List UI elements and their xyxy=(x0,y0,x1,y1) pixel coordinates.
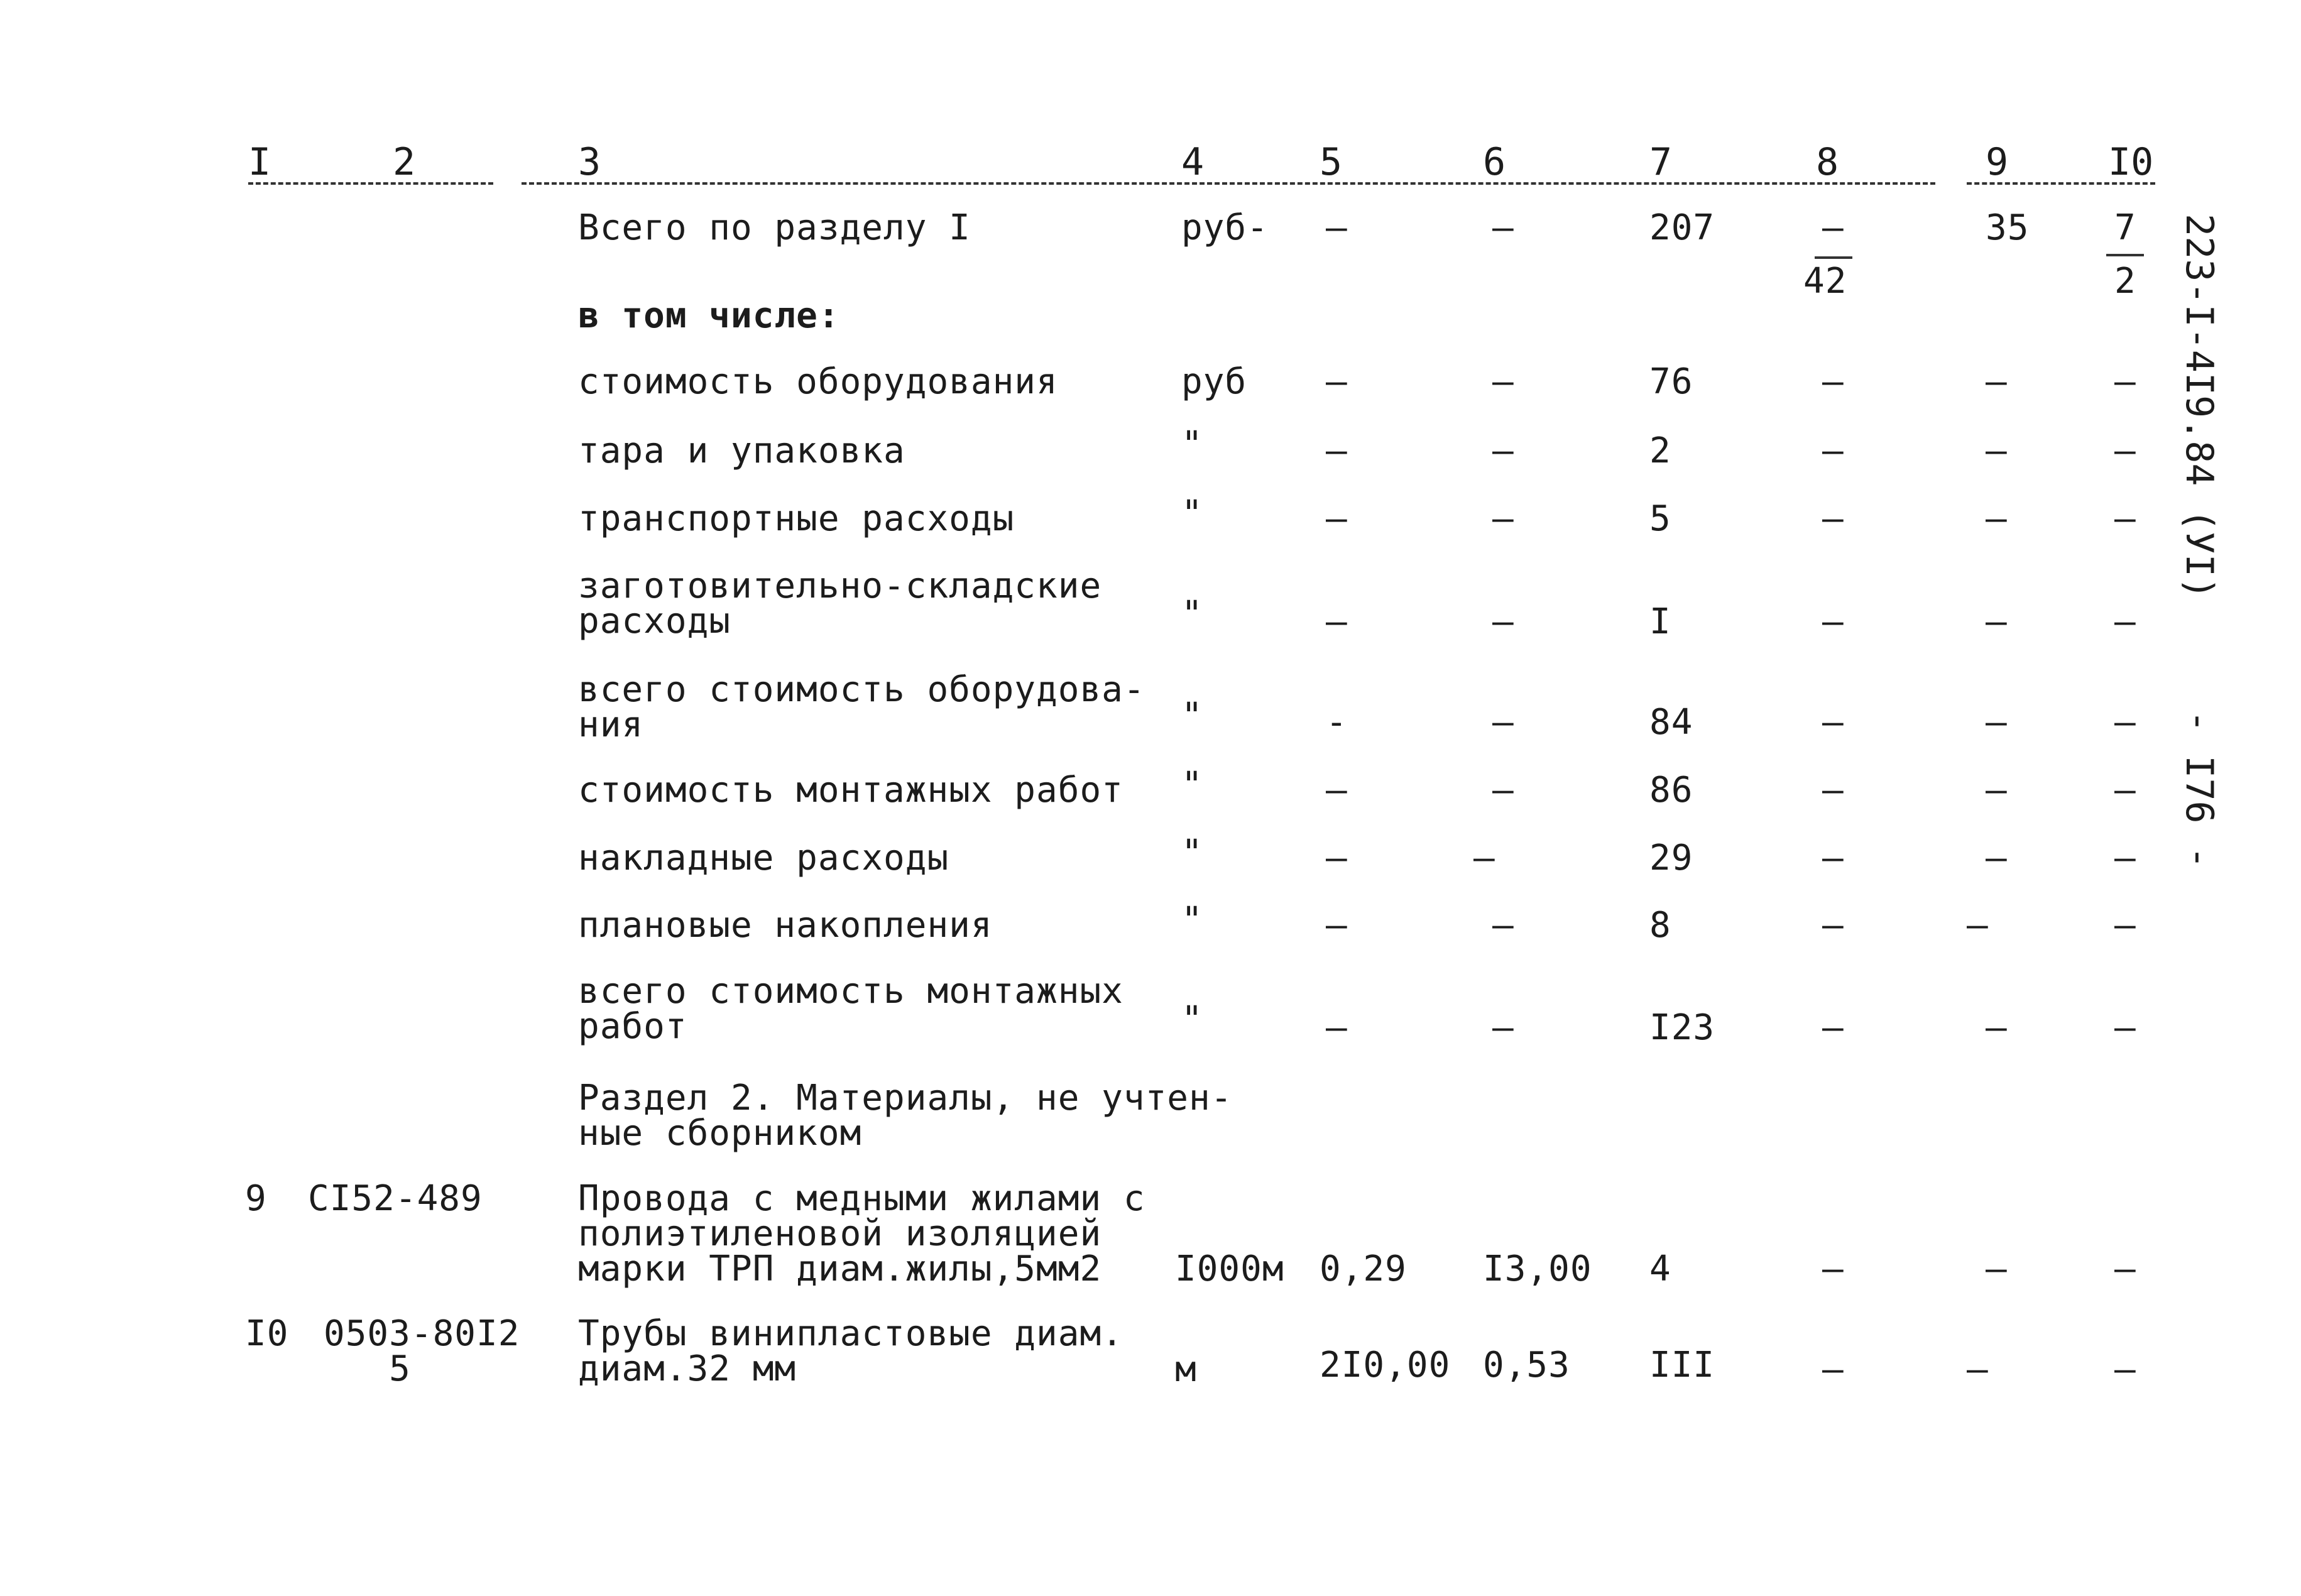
row-installation-total-col5: – xyxy=(1326,1007,1348,1048)
row-total-section-col10-top: 7 xyxy=(2114,207,2136,248)
row-procurement-col5: – xyxy=(1326,601,1348,642)
row-overhead-col6: – xyxy=(1473,838,1495,878)
row-total-section-col8-top: – xyxy=(1822,207,1844,248)
row-total-section-col10-bottom: 2 xyxy=(2114,261,2136,302)
col-header-3: 3 xyxy=(578,140,601,184)
item-10-description: Трубы винипластовые диам. диам.32 мм xyxy=(578,1313,1123,1389)
row-packaging-col8: – xyxy=(1822,430,1844,471)
header-rule xyxy=(522,182,1935,185)
page-number-margin: - I76 - xyxy=(2177,710,2221,869)
document-code-margin: 223-I-4I9.84 (УI) xyxy=(2177,214,2221,600)
row-transport-col7: 5 xyxy=(1649,498,1671,539)
row-transport-col6: – xyxy=(1492,498,1514,539)
col-header-4: 4 xyxy=(1181,140,1205,184)
row-equipment-total-col5: - xyxy=(1326,702,1348,743)
row-equipment-cost-col7: 76 xyxy=(1649,361,1693,402)
row-installation-cost-col6: – xyxy=(1492,770,1514,811)
row-equipment-cost-col8: – xyxy=(1822,361,1844,402)
row-equipment-total-label: всего стоимость оборудова- ния xyxy=(578,669,1145,745)
item-9-col5: 0,29 xyxy=(1320,1249,1407,1289)
row-equipment-total-col6: – xyxy=(1492,702,1514,743)
item-9-col6: I3,00 xyxy=(1483,1249,1592,1289)
item-10-col6: 0,53 xyxy=(1483,1345,1570,1386)
item-9-col7: 4 xyxy=(1649,1249,1671,1289)
row-packaging-col9: – xyxy=(1986,430,2008,471)
row-equipment-cost-unit: руб xyxy=(1181,361,1247,402)
row-installation-cost-col10: – xyxy=(2114,770,2136,811)
row-planned-savings-col5: – xyxy=(1326,905,1348,946)
col-header-8: 8 xyxy=(1816,140,1839,184)
row-installation-cost-col7: 86 xyxy=(1649,770,1693,811)
row-installation-total-col6: – xyxy=(1492,1007,1514,1048)
row-packaging-unit: " xyxy=(1181,424,1203,465)
row-equipment-total-col7: 84 xyxy=(1649,702,1693,743)
item-10-code: 0503-80I2 5 xyxy=(324,1313,520,1389)
row-equipment-cost-col9: – xyxy=(1986,361,2008,402)
row-packaging-col10: – xyxy=(2114,430,2136,471)
row-transport-col8: – xyxy=(1822,498,1844,539)
row-total-section-col5: – xyxy=(1326,207,1348,248)
row-planned-savings-col6: – xyxy=(1492,905,1514,946)
row-installation-total-col10: – xyxy=(2114,1007,2136,1048)
row-transport-col9: – xyxy=(1986,498,2008,539)
header-rule xyxy=(248,182,493,185)
row-including-label: в том числе: xyxy=(578,295,840,336)
row-equipment-total-unit: " xyxy=(1181,696,1203,736)
row-procurement-col9: – xyxy=(1986,601,2008,642)
item-10-col10: – xyxy=(2114,1349,2136,1390)
row-installation-cost-col5: – xyxy=(1326,770,1348,811)
item-9-col8: – xyxy=(1822,1249,1844,1289)
col-header-2: 2 xyxy=(393,140,416,184)
row-installation-cost-label: стоимость монтажных работ xyxy=(578,770,1123,811)
row-overhead-col10: – xyxy=(2114,838,2136,878)
row-installation-total-unit: " xyxy=(1181,999,1203,1040)
row-total-section-col8-bottom: 42 xyxy=(1803,261,1847,302)
fraction-line xyxy=(2106,254,2144,256)
item-9-col10: – xyxy=(2114,1249,2136,1289)
row-equipment-total-col9: – xyxy=(1986,702,2008,743)
col-header-9: 9 xyxy=(1986,140,2009,184)
row-total-section-col9: 35 xyxy=(1986,207,2030,248)
row-total-section-col7: 207 xyxy=(1649,207,1715,248)
section-2-heading: Раздел 2. Материалы, не учтен- ные сборником xyxy=(578,1078,1233,1154)
col-header-1: I xyxy=(248,140,271,184)
row-transport-col5: – xyxy=(1326,498,1348,539)
row-overhead-col9: – xyxy=(1986,838,2008,878)
item-9-description: Провода с медными жилами с полиэтиленовой изоляцией марки ТРП диам.жилы,5мм2 xyxy=(578,1178,1145,1289)
row-equipment-total-col10: – xyxy=(2114,702,2136,743)
row-installation-total-label: всего стоимость монтажных работ xyxy=(578,971,1123,1047)
item-10-number: I0 xyxy=(245,1313,289,1354)
row-packaging-col5: – xyxy=(1326,430,1348,471)
row-equipment-cost-col6: – xyxy=(1492,361,1514,402)
row-packaging-col6: – xyxy=(1492,430,1514,471)
row-overhead-col7: 29 xyxy=(1649,838,1693,878)
row-procurement-label: заготовительно-складские расходы xyxy=(578,566,1102,642)
item-10-col8: – xyxy=(1822,1349,1844,1390)
row-installation-cost-col8: – xyxy=(1822,770,1844,811)
row-overhead-col8: – xyxy=(1822,838,1844,878)
item-10-col9: – xyxy=(1967,1349,1989,1390)
item-10-unit: м xyxy=(1175,1349,1197,1390)
row-planned-savings-col7: 8 xyxy=(1649,905,1671,946)
row-procurement-col8: – xyxy=(1822,601,1844,642)
row-equipment-total-col8: – xyxy=(1822,702,1844,743)
row-planned-savings-label: плановые накопления xyxy=(578,905,993,946)
row-procurement-unit: " xyxy=(1181,594,1203,635)
row-equipment-cost-label: стоимость оборудования xyxy=(578,361,1058,402)
item-9-unit: I000м xyxy=(1175,1249,1284,1289)
row-installation-total-col8: – xyxy=(1822,1007,1844,1048)
row-overhead-col5: – xyxy=(1326,838,1348,878)
col-header-6: 6 xyxy=(1483,140,1506,184)
item-10-col7: III xyxy=(1649,1345,1715,1386)
row-packaging-col7: 2 xyxy=(1649,430,1671,471)
col-header-7: 7 xyxy=(1649,140,1673,184)
row-procurement-col10: – xyxy=(2114,601,2136,642)
item-9-col9: – xyxy=(1986,1249,2008,1289)
row-planned-savings-col9: – xyxy=(1967,905,1989,946)
col-header-10: I0 xyxy=(2108,140,2154,184)
header-rule xyxy=(1967,182,2155,185)
row-transport-label: транспортные расходы xyxy=(578,498,1015,539)
col-header-5: 5 xyxy=(1320,140,1343,184)
row-equipment-cost-col10: – xyxy=(2114,361,2136,402)
row-total-section-label: Всего по разделу I xyxy=(578,207,971,248)
item-10-col5: 2I0,00 xyxy=(1320,1345,1451,1386)
row-planned-savings-col10: – xyxy=(2114,905,2136,946)
row-transport-unit: " xyxy=(1181,493,1203,534)
item-9-number: 9 xyxy=(245,1178,267,1219)
row-overhead-label: накладные расходы xyxy=(578,838,949,878)
row-procurement-col7: I xyxy=(1649,601,1671,642)
row-installation-cost-unit: " xyxy=(1181,765,1203,806)
row-overhead-unit: " xyxy=(1181,833,1203,873)
fraction-line xyxy=(1815,256,1852,259)
row-installation-total-col9: – xyxy=(1986,1007,2008,1048)
row-planned-savings-unit: " xyxy=(1181,900,1203,941)
row-equipment-cost-col5: – xyxy=(1326,361,1348,402)
row-installation-cost-col9: – xyxy=(1986,770,2008,811)
row-planned-savings-col8: – xyxy=(1822,905,1844,946)
row-total-section-unit: руб- xyxy=(1181,207,1269,248)
item-9-code: CI52-489 xyxy=(308,1178,483,1219)
row-packaging-label: тара и упаковка xyxy=(578,430,905,471)
row-transport-col10: – xyxy=(2114,498,2136,539)
row-total-section-col6: – xyxy=(1492,207,1514,248)
row-procurement-col6: – xyxy=(1492,601,1514,642)
row-installation-total-col7: I23 xyxy=(1649,1007,1715,1048)
